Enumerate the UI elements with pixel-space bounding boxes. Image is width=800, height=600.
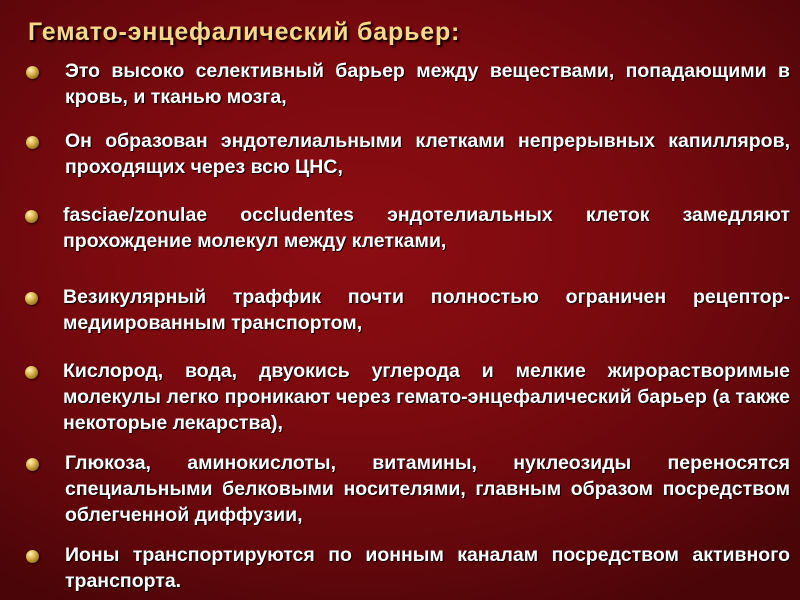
bullet-text: Везикулярный траффик почти полностью ограничен рецептор-медиированным транспортом,	[63, 286, 790, 334]
gold-sphere-bullet-icon	[26, 136, 39, 149]
bullet-text: Ионы транспортируются по ионным каналам посредством активного транспорта.	[65, 544, 790, 592]
gold-sphere-bullet-icon	[26, 550, 39, 563]
gold-sphere-bullet-icon	[25, 366, 38, 379]
gold-sphere-bullet-icon	[25, 210, 38, 223]
slide-title: Гемато-энцефалический барьер:	[28, 18, 461, 46]
gold-sphere-bullet-icon	[26, 458, 39, 471]
bullet-text: Кислород, вода, двуокись углерода и мелкие жирорастворимые молекулы легко проникают через гемато-энцефалический барьер (а также некоторые лекарства),	[63, 360, 790, 434]
bullet-text: Это высоко селективный барьер между веществами, попадающими в кровь, и тканью мозга,	[65, 60, 790, 108]
gold-sphere-bullet-icon	[25, 292, 38, 305]
bullet-text: Глюкоза, аминокислоты, витамины, нуклеозиды переносятся специальными белковыми носителями, главным образом посредством облегченной диффузии,	[65, 452, 790, 526]
bullet-text: fasciae/zonulae occludentes эндотелиальных клеток замедляют прохождение молекул между клетками,	[63, 204, 790, 252]
gold-sphere-bullet-icon	[26, 66, 39, 79]
bullet-text: Он образован эндотелиальными клетками непрерывных капилляров, проходящих через всю ЦНС,	[65, 130, 790, 178]
